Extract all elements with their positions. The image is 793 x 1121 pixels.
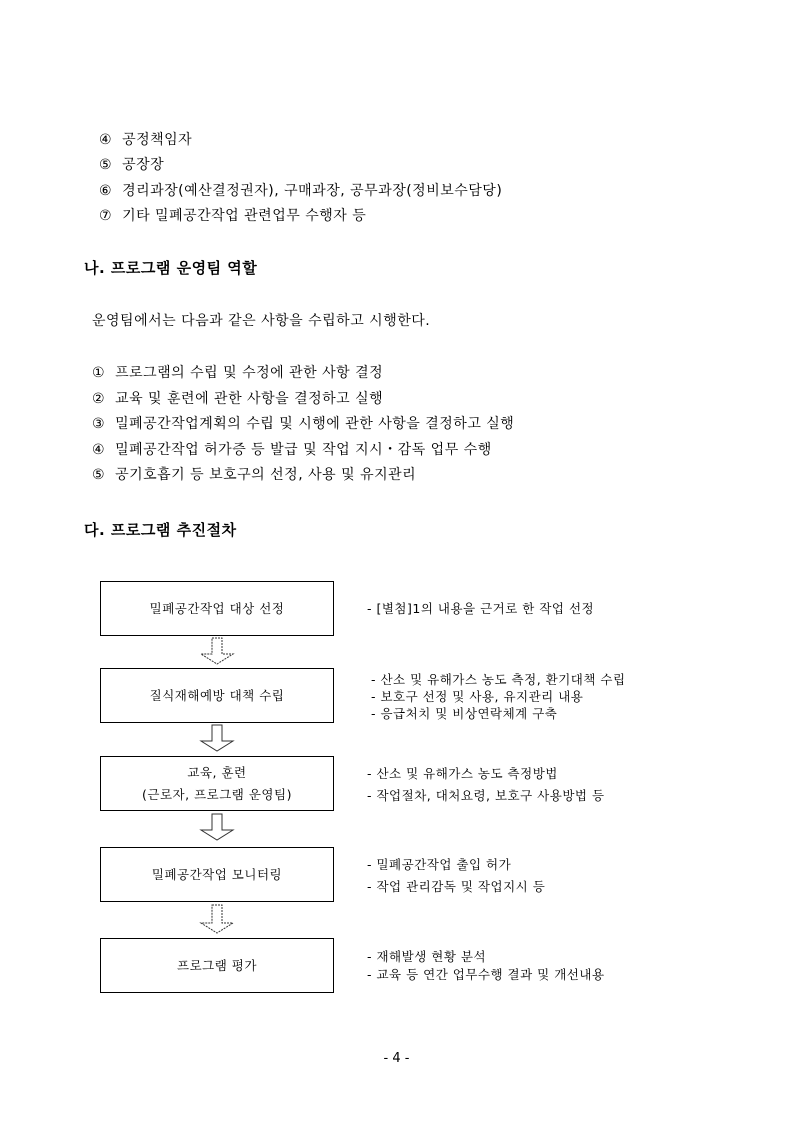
list-item: ⑤ 공장장 <box>99 157 165 173</box>
flow-note: - 산소 및 유해가스 농도 측정, 환기대책 수립 <box>371 672 626 687</box>
flow-note: - 보호구 선정 및 사용, 유지관리 내용 <box>371 689 584 704</box>
page-number: - 4 - <box>383 1051 410 1066</box>
section-heading: 다. 프로그램 추진절차 <box>84 521 237 539</box>
list-item: ④ 공정책임자 <box>99 132 193 148</box>
list-item: ③ 밀폐공간작업계획의 수립 및 시행에 관한 사항을 결정하고 실행 <box>92 416 515 432</box>
flow-step-title: 밀폐공간작업 모니터링 <box>151 866 283 882</box>
flow-step-subtitle: (근로자, 프로그램 운영팀) <box>142 786 292 802</box>
list-item: ⑤ 공기호흡기 등 보호구의 선정, 사용 및 유지관리 <box>92 467 417 483</box>
flow-step-title: 교육, 훈련 <box>187 764 247 780</box>
flow-note: - 재해발생 현황 분석 <box>367 949 487 964</box>
section-intro: 운영팀에서는 다음과 같은 사항을 수립하고 시행한다. <box>92 313 431 329</box>
down-arrow-icon <box>199 813 235 841</box>
list-item: ⑥ 경리과장(예산결정권자), 구매과장, 공무과장(정비보수담당) <box>99 183 503 199</box>
list-item: ④ 밀폐공간작업 허가증 등 발급 및 작업 지시・감독 업무 수행 <box>92 442 492 458</box>
flow-note: - 응급처치 및 비상연락체계 구축 <box>371 706 558 721</box>
flow-step-title: 밀폐공간작업 대상 선정 <box>149 600 285 616</box>
down-arrow-icon <box>199 724 235 752</box>
section-heading: 나. 프로그램 운영팀 역할 <box>84 259 258 277</box>
flow-note: - [별첨]1의 내용을 근거로 한 작업 선정 <box>367 601 595 616</box>
list-item: ② 교육 및 훈련에 관한 사항을 결정하고 실행 <box>92 391 384 407</box>
flow-step-title: 질식재해예방 대책 수립 <box>149 687 285 703</box>
flow-step-box <box>100 938 334 993</box>
flow-note: - 작업절차, 대처요령, 보호구 사용방법 등 <box>367 788 605 803</box>
flow-note: - 산소 및 유해가스 농도 측정방법 <box>367 766 558 781</box>
list-item: ① 프로그램의 수립 및 수정에 관한 사항 결정 <box>92 365 384 381</box>
flow-note: - 교육 등 연간 업무수행 결과 및 개선내용 <box>367 967 605 982</box>
list-item: ⑦ 기타 밀폐공간작업 관련업무 수행자 등 <box>99 208 367 224</box>
down-arrow-icon <box>199 637 235 665</box>
flow-note: - 작업 관리감독 및 작업지시 등 <box>367 879 546 894</box>
flow-step-box <box>100 668 334 723</box>
flow-step-title: 프로그램 평가 <box>177 957 257 973</box>
flow-note: - 밀폐공간작업 출입 허가 <box>367 857 512 872</box>
flow-step-box <box>100 756 334 811</box>
flow-step-box <box>100 581 334 636</box>
down-arrow-icon <box>199 904 235 934</box>
flow-step-box <box>100 847 334 902</box>
